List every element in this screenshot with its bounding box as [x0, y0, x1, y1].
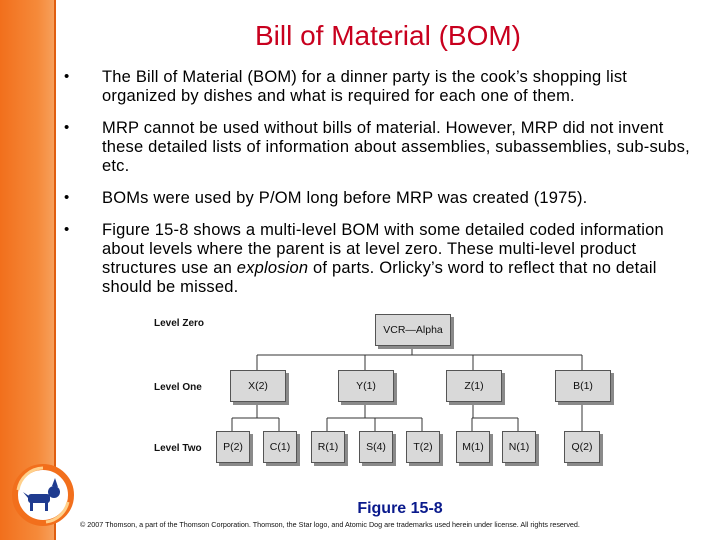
bullet-text: MRP cannot be used without bills of material. However, MRP did not invent these detailed lists of information about assemblies, subassemblies, sub-subs, etc.	[102, 119, 690, 175]
figure-caption: Figure 15-8	[357, 500, 443, 517]
bullet-text-emphasis: explosion	[236, 259, 309, 277]
slide-title: Bill of Material (BOM)	[254, 20, 522, 51]
node-s: S(4)	[359, 431, 393, 463]
atomic-dog-logo-icon	[8, 460, 78, 530]
node-x: X(2)	[230, 370, 286, 402]
bullet-text-after: of parts. Orlicky’s word to reflect that no detail should be missed.	[102, 259, 657, 296]
level-one-label: Level One	[154, 382, 202, 393]
node-p: P(2)	[216, 431, 250, 463]
level-two-label: Level Two	[154, 443, 202, 454]
bullet-marker: •	[64, 221, 70, 238]
node-t: T(2)	[406, 431, 440, 463]
node-b: B(1)	[555, 370, 611, 402]
bullet-marker: •	[64, 189, 70, 206]
bullet-text: BOMs were used by P/OM long before MRP was created (1975).	[102, 189, 588, 207]
bullet-marker: •	[64, 119, 70, 136]
node-c: C(1)	[263, 431, 297, 463]
bullet-text-before: Figure 15-8 shows a multi-level BOM with some detailed coded information about levels where the parent is at level zero. These multi-level product structures use an	[102, 221, 664, 277]
node-r: R(1)	[311, 431, 345, 463]
copyright-footer: © 2007 Thomson, a part of the Thomson Corporation. Thomson, the Star logo, and Atomic Dog are trademarks used herein under license. All rights reserved.	[80, 520, 580, 529]
node-z: Z(1)	[446, 370, 502, 402]
node-m: M(1)	[456, 431, 490, 463]
node-q: Q(2)	[564, 431, 600, 463]
node-y: Y(1)	[338, 370, 394, 402]
node-n: N(1)	[502, 431, 536, 463]
node-vcr-alpha: VCR—Alpha	[375, 314, 451, 346]
bullet-text: The Bill of Material (BOM) for a dinner party is the cook’s shopping list organized by dishes and what is required for each one of them.	[102, 68, 628, 105]
level-zero-label: Level Zero	[154, 318, 205, 329]
bullet-marker: •	[64, 68, 70, 85]
